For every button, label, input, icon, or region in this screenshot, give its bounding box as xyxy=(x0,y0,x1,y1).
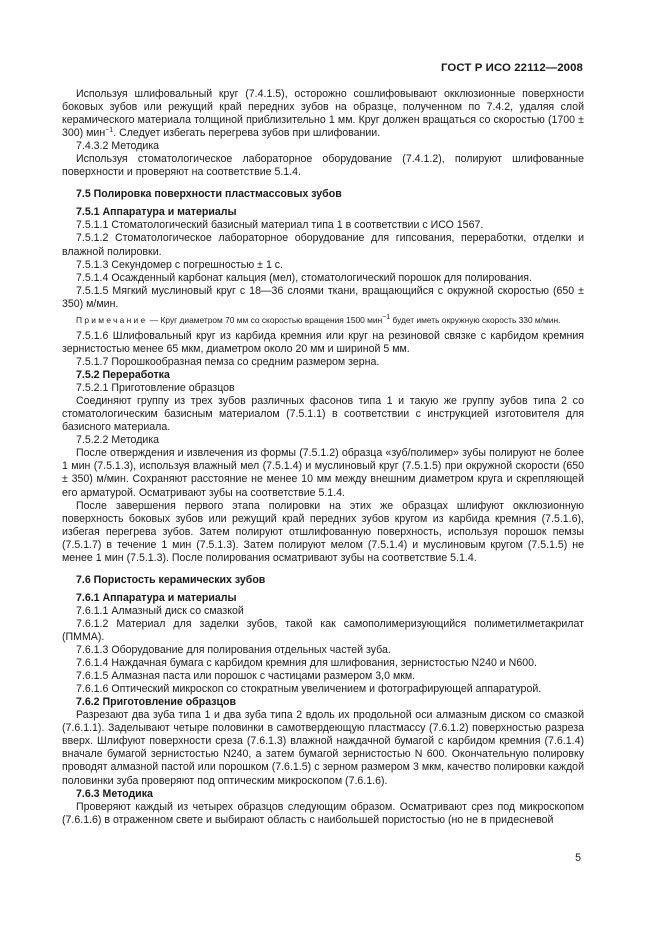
clause-7-5-1-1: 7.5.1.1 Стоматологический базисный материал типа 1 в соответствии с ИСО 1567. xyxy=(76,219,484,232)
clause-7-5-2-1: 7.5.2.1 Приготовление образцов xyxy=(76,382,235,395)
note: Примечание — Круг диаметром 70 мм со скоростью вращения 1500 мин$^{-1}$ будет иметь окружную скорость 330 м/мин. xyxy=(76,313,561,325)
section-7-6-3-heading: 7.6.3 Методика xyxy=(76,787,153,800)
section-7-5-2-heading: 7.5.2 Переработка xyxy=(76,369,170,382)
paragraph-grinding: Используя шлифовальный круг (7.4.1.5), осторожно сошлифовывают окклюзионные поверхности боковых зубов или режущий край передних зубов на образце, полученном по 7.4.2, удаляя слой керамического материала толщиной приблизительно 1 мм. Круг должен вращаться со скоростью (1700 ± 300) мин$^{-1}$. Следует избегать перегрева зубов при шлифовании. xyxy=(62,88,584,140)
clause-7-6-1-6: 7.6.1.6 Оптический микроскоп со стократным увеличением и фотографирующей аппаратурой. xyxy=(76,683,542,696)
paragraph-procedure-2: После завершения первого этапа полировки на этих же образцах шлифуют окклюзионную поверхность боковых зубов или режущий край передних зубов кругом из карбида кремния (7.5.1.6), избегая перегрева зубов. Затем полируют отшлифованную поверхность, используя порошок пемзы (7.5.1.7) в течение 1 мин (7.5.1.3). Затем полируют мелом (7.5.1.4) и муслиновым кругом (7.5.1.5) не менее 1 мин (7.5.1.3). После полирования осматривают зубы на соответствие 5.1.4. xyxy=(62,499,584,564)
clause-7-5-1-7: 7.5.1.7 Порошкообразная пемза со средним размером зерна. xyxy=(76,356,380,369)
clause-7-5-1-2: 7.5.1.2 Стоматологическое лабораторное оборудование для гипсования, переработки, отделки и влажной полировки. xyxy=(62,232,584,258)
clause-7-4-3-2: 7.4.3.2 Методика xyxy=(76,140,160,153)
paragraph-procedure-1: После отверждения и извлечения из формы (7.5.1.2) образца «зуб/полимер» зубы полируют не более 1 мин (7.5.1.3), используя влажный мел (7.5.1.4) и муслиновый круг (7.5.1.5) при окружной скорости (650 ± 350) м/мин. Сохраняют расстояние не менее 10 мм между внешним диаметром круга и скрепляющей его арматурой. Осматривают зубы на соответствие 5.1.4. xyxy=(62,447,584,499)
page-number: 5 xyxy=(575,852,581,864)
section-7-6-2-heading: 7.6.2 Приготовление образцов xyxy=(76,696,236,709)
clause-7-5-1-4: 7.5.1.4 Осажденный карбонат кальция (мел), стоматологический порошок для полирования. xyxy=(76,271,532,284)
document-body xyxy=(62,88,584,827)
section-7-6-1-heading: 7.6.1 Аппаратура и материалы xyxy=(76,591,237,604)
document-header: ГОСТ Р ИСО 22112—2008 xyxy=(440,62,583,74)
section-7-5-heading: 7.5 Полировка поверхности пластмассовых зубов xyxy=(76,188,342,201)
clause-7-5-2-2: 7.5.2.2 Методика xyxy=(76,434,160,447)
clause-7-6-1-1: 7.6.1.1 Алмазный диск со смазкой xyxy=(76,604,244,617)
paragraph-specimen-preparation: Соединяют группу из трех зубов различных фасонов типа 1 и такую же группу зубов типа 2 со стоматологическим базисным материалом (7.5.1.1) в соответствии с инструкцией изготовителя для базисного материала. xyxy=(62,395,584,434)
paragraph-7-6-2: Разрезают два зуба типа 1 и два зуба типа 2 вдоль их продольной оси алмазным диском со смазкой (7.6.1.1). Заделывают четыре половинки в самотвердеющую пластмассу (7.6.1.2) поверхностью разреза вверх. Шлифуют поверхности среза (7.6.1.3) влажной наждачной бумагой с карбидом кремния (7.6.1.4) вначале бумагой зернистостью N240, а затем бумагой зернистостью N 600. Окончательную полировку проводят алмазной пастой или порошком (7.6.1.5) с зерном размером 3 мкм, качество полировки каждой половинки зуба проверяют под оптическим микроскопом (7.6.1.6). xyxy=(62,709,584,787)
clause-7-6-1-2: 7.6.1.2 Материал для заделки зубов, такой как самополимеризующийся полиметилметакрилат (ПММА). xyxy=(62,617,584,643)
section-7-5-1-heading: 7.5.1 Аппаратура и материалы xyxy=(76,206,237,219)
paragraph-polishing: Используя стоматологическое лабораторное оборудование (7.4.1.2), полируют шлифованные поверхности и проверяют на соответствие 5.1.4. xyxy=(62,153,584,179)
clause-7-5-1-6: 7.5.1.6 Шлифовальный круг из карбида кремния или круг на резиновой связке с карбидом кремния зернистостью менее 65 мкм, диаметром около 20 мм и шириной 5 мм. xyxy=(62,329,584,355)
clause-7-5-1-3: 7.5.1.3 Секундомер с погрешностью ± 1 с. xyxy=(76,258,284,271)
clause-7-6-1-4: 7.6.1.4 Наждачная бумага с карбидом кремния для шлифования, зернистостью N240 и N600. xyxy=(76,657,537,670)
paragraph-7-6-3: Проверяют каждый из четырех образцов следующим образом. Осматривают срез под микроскопом (7.6.1.6) в отраженном свете и выбирают область с наибольшей пористостью (но не в придесневой xyxy=(62,800,584,826)
clause-7-6-1-5: 7.6.1.5 Алмазная паста или порошок с частицами размером 3,0 мкм. xyxy=(76,670,416,683)
clause-7-6-1-3: 7.6.1.3 Оборудование для полирования отдельных частей зуба. xyxy=(76,644,391,657)
clause-7-5-1-5: 7.5.1.5 Мягкий муслиновый круг с 18—36 слоями ткани, вращающийся с окружной скоростью (650 ± 350) м/мин. xyxy=(62,284,584,310)
note-label: Примечание xyxy=(76,314,148,325)
section-7-6-heading: 7.6 Пористость керамических зубов xyxy=(76,573,266,586)
